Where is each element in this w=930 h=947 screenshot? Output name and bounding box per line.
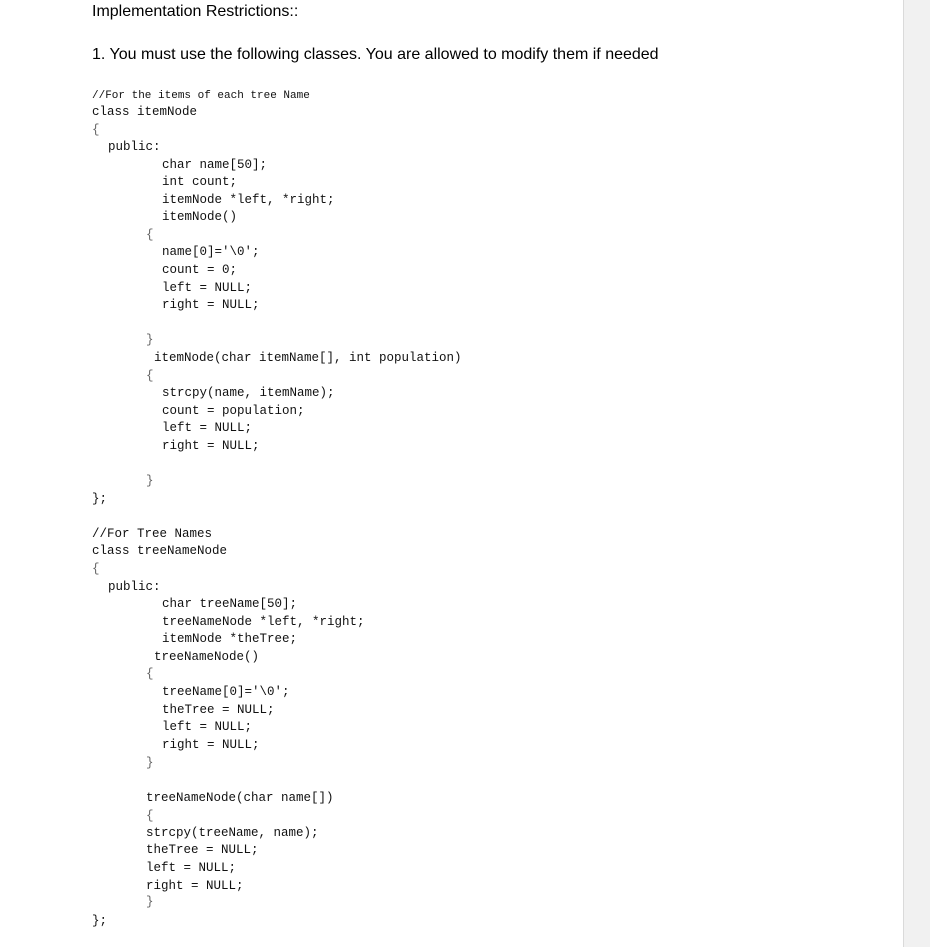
code-line: { — [146, 667, 154, 681]
code-line: count = 0; — [162, 263, 238, 277]
code-line: public: — [108, 140, 161, 154]
code-line: { — [146, 809, 154, 823]
code-line: left = NULL; — [146, 861, 237, 875]
code-line: class treeNameNode — [92, 544, 228, 558]
section-heading: Implementation Restrictions:: — [92, 3, 299, 20]
code-line: right = NULL; — [162, 738, 260, 752]
code-line: treeNameNode() — [154, 650, 260, 664]
code-line: theTree = NULL; — [162, 703, 275, 717]
code-line: treeNameNode(char name[]) — [146, 791, 334, 805]
code-line: itemNode *left, *right; — [162, 193, 335, 207]
code-line: right = NULL; — [162, 439, 260, 453]
code-line: char name[50]; — [162, 158, 268, 172]
code-line: { — [146, 228, 154, 242]
code-line: { — [146, 369, 154, 383]
code-line: right = NULL; — [162, 298, 260, 312]
code-line: //For Tree Names — [92, 527, 213, 541]
code-line: { — [92, 562, 100, 576]
code-line: } — [146, 474, 154, 488]
code-line: strcpy(name, itemName); — [162, 386, 335, 400]
code-line: } — [146, 895, 154, 909]
instruction-text: 1. You must use the following classes. You are allowed to modify them if needed — [92, 46, 659, 63]
code-line: char treeName[50]; — [162, 597, 298, 611]
code-line: left = NULL; — [162, 720, 253, 734]
code-line: itemNode() — [162, 210, 238, 224]
code-line: strcpy(treeName, name); — [146, 826, 319, 840]
code-line: itemNode(char itemName[], int population) — [154, 351, 462, 365]
code-line: }; — [92, 492, 108, 506]
code-line: left = NULL; — [162, 281, 253, 295]
code-line: } — [146, 333, 154, 347]
code-line: //For the items of each tree Name — [92, 90, 310, 102]
code-line: count = population; — [162, 404, 305, 418]
code-line: left = NULL; — [162, 421, 253, 435]
code-line: itemNode *theTree; — [162, 632, 298, 646]
code-line: { — [92, 123, 100, 137]
code-line: } — [146, 756, 154, 770]
code-line: public: — [108, 580, 161, 594]
code-line: right = NULL; — [146, 879, 244, 893]
code-line: theTree = NULL; — [146, 843, 259, 857]
code-line: }; — [92, 914, 108, 928]
code-line: treeName[0]='\0'; — [162, 685, 290, 699]
code-line: int count; — [162, 175, 238, 189]
code-line: class itemNode — [92, 105, 198, 119]
vertical-scrollbar[interactable] — [903, 0, 930, 947]
code-line: name[0]='\0'; — [162, 245, 260, 259]
code-line: treeNameNode *left, *right; — [162, 615, 365, 629]
